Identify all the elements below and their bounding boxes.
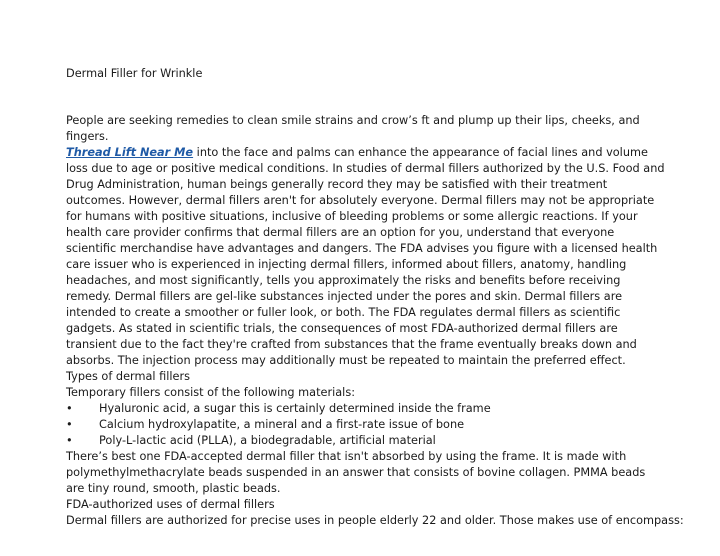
uses-paragraph: Dermal fillers are authorized for precise uses in people elderly 22 and older. Those makes use of encompass:: [66, 514, 684, 527]
list-item: [66, 417, 666, 433]
bullet-icon: •: [66, 434, 73, 447]
list-item-text: Poly-L-lactic acid (PLLA), a biodegradable, artificial material: [99, 434, 436, 447]
temporary-fillers-heading: Temporary fillers consist of the following materials:: [66, 386, 356, 399]
permanent-filler-paragraph: There’s best one FDA-accepted dermal filler that isn't absorbed by using the frame. It is made with polymethylmethacrylate beads suspended in an answer that consists of bovine collagen. PMMA beads are tiny round, smooth, plastic beads.: [66, 450, 646, 495]
intro-lead-text: People are seeking remedies to clean smile strains and crow’s ft and plump up their lips, cheeks, and fingers.: [66, 114, 640, 143]
intro-rest-text: into the face and palms can enhance the appearance of facial lines and volume loss due to age or positive medical conditions. In studies of dermal fillers authorized by the U.S. Food and Drug Administration, human beings generally record they may be satisfied with their treatment outcomes. However, dermal fillers aren't for absolutely everyone. Dermal fillers may not be appropriate for humans with positive situations, inclusive of bleeding problems or some allergic reactions. If your health care provider confirms that dermal fillers are an option for you, understand that everyone scientific merchandise have advantages and dangers. The FDA advises you figure with a licensed health care issuer who is experienced in injecting dermal fillers, informed about fillers, anatomy, handling headaches, and most significantly, tells you approximately the risks and benefits before receiving remedy. Dermal fillers are gel-like substances injected under the pores and skin. Dermal fillers are intended to create a smoother or fuller look, or both. The FDA regulates dermal fillers as scientific gadgets. As stated in scientific trials, the consequences of most FDA-authorized dermal fillers are transient due to the fact they're crafted from substances that the frame eventually breaks down and absorbs. The injection process may additionally must be repeated to maintain the preferred effect.: [66, 146, 665, 367]
list-item: [66, 433, 666, 449]
document-body: [66, 113, 684, 529]
uses-heading: FDA-authorized uses of dermal fillers: [66, 498, 275, 511]
document-title: Dermal Filler for Wrinkle: [66, 67, 203, 80]
list-item-text: Calcium hydroxylapatite, a mineral and a first-rate issue of bone: [99, 418, 465, 431]
intro-paragraph: [66, 113, 666, 369]
thread-lift-link[interactable]: Thread Lift Near Me: [66, 146, 194, 159]
list-item: [66, 401, 666, 417]
list-item-text: Hyaluronic acid, a sugar this is certainly determined inside the frame: [99, 402, 491, 415]
types-heading: Types of dermal fillers: [66, 370, 191, 383]
bullet-icon: •: [66, 402, 73, 415]
bullet-icon: •: [66, 418, 73, 431]
